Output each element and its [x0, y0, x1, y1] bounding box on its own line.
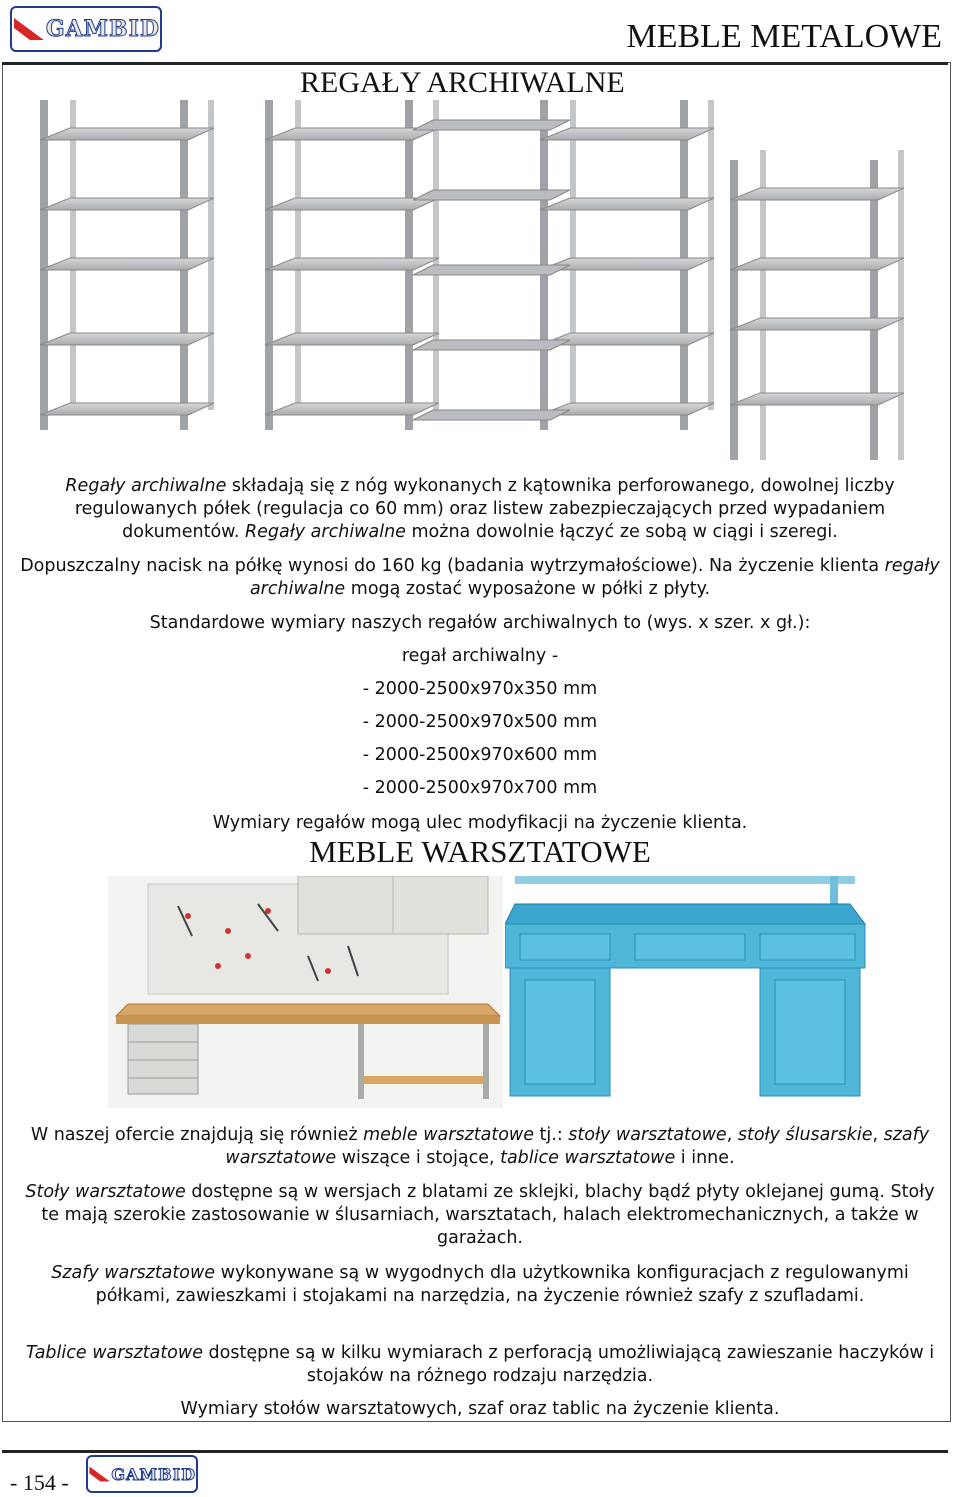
workshop-text: i inne. — [675, 1148, 735, 1168]
workshop-term: stoły ślusarskie — [737, 1125, 873, 1145]
workshop-term: Stoły warsztatowe — [25, 1182, 186, 1202]
header-rule — [2, 62, 948, 65]
workshop-note: Wymiary stołów warsztatowych, szaf oraz tablic na życzenie klienta. — [180, 1399, 780, 1419]
workshop-paragraph-2 — [20, 1181, 940, 1250]
archive-note: Wymiary regałów mogą ulec modyfikacji na życzenie klienta. — [212, 813, 748, 833]
workshop-text: tj.: — [533, 1125, 569, 1145]
workbench-image — [108, 876, 503, 1108]
workshop-term: szafy warsztatowe — [225, 1125, 930, 1168]
logo-text: GAMBID — [111, 1464, 196, 1484]
workshop-text: , — [872, 1125, 884, 1145]
workshop-desk-image — [505, 876, 870, 1108]
archive-text: składają się z nóg wykonanych z kątownika perforowanego, dowolnej liczby regulowanych półek (regulacja co 60 mm) oraz listew zabezpieczających przed wypadaniem dokumentów. — [74, 476, 895, 542]
company-logo — [10, 6, 162, 52]
workshop-text: dostępne są w kilku wymiarach z perforacją umożliwiającą zawieszanie haczyków i stojaków na różnego rodzaju narzędzia. — [202, 1343, 935, 1386]
footer-rule — [2, 1450, 948, 1453]
workshop-text: wiszące i stojące, — [336, 1148, 501, 1168]
dimension-item: - 2000-2500x970x500 mm — [362, 712, 598, 732]
archive-shelving-image — [30, 100, 935, 460]
logo-text: GAMBID — [45, 16, 160, 42]
workshop-paragraph-3 — [20, 1262, 940, 1308]
workshop-heading: MEBLE WARSZTATOWE — [309, 834, 651, 869]
section-title: MEBLE METALOWE — [626, 18, 942, 55]
workshop-term: Tablice warsztatowe — [25, 1343, 203, 1363]
footer-logo — [86, 1455, 198, 1493]
archive-heading: REGAŁY ARCHIWALNE — [300, 66, 625, 99]
archive-paragraph-2 — [20, 555, 940, 601]
workshop-term: stoły warsztatowe — [568, 1125, 727, 1145]
archive-text: mogą zostać wyposażone w półki z płyty. — [345, 579, 711, 599]
workshop-term: Szafy warsztatowe — [51, 1263, 216, 1283]
dimension-item: - 2000-2500x970x600 mm — [362, 745, 598, 765]
workshop-paragraph-1 — [20, 1124, 940, 1170]
archive-term: Regały archiwalne — [65, 476, 227, 496]
archive-paragraph-1 — [20, 475, 940, 544]
page-number: - 154 - — [10, 1470, 69, 1495]
workshop-text: dostępne są w wersjach z blatami ze sklejki, blachy bądź płyty oklejanej gumą. Stoły te mają szerokie zastosowanie w ślusarniach, warsztatach, halach elektromechanicznych, a także w garażach. — [41, 1182, 935, 1248]
archive-text: Dopuszczalny nacisk na półkę wynosi do 160 kg (badania wytrzymałościowe). Na życzenie klienta — [20, 556, 885, 576]
logo-mark-icon — [12, 16, 46, 42]
archive-term: regały archiwalne — [249, 556, 940, 599]
workshop-text: wykonywane są w wygodnych dla użytkownika konfiguracjach z regulowanymi półkami, zawieszkami i stojakami na narzędzia, na życzenie również szafy z szufladami. — [95, 1263, 909, 1306]
logo-mark-icon — [88, 1464, 111, 1484]
archive-text: można dowolnie łączyć ze sobą w ciągi i szeregi. — [405, 522, 838, 542]
dimension-item: - 2000-2500x970x350 mm — [362, 679, 598, 699]
dimension-item: - 2000-2500x970x700 mm — [362, 778, 598, 798]
workshop-term: meble warsztatowe — [363, 1125, 534, 1145]
archive-paragraph-3: Standardowe wymiary naszych regałów archiwalnych to (wys. x szer. x gł.): — [149, 613, 811, 633]
dimensions-title: regał archiwalny - — [401, 646, 559, 666]
workshop-text: W naszej ofercie znajdują się również — [30, 1125, 364, 1145]
workshop-text: , — [726, 1125, 738, 1145]
archive-term: Regały archiwalne — [244, 522, 406, 542]
workshop-term: tablice warsztatowe — [500, 1148, 676, 1168]
workshop-paragraph-4 — [20, 1342, 940, 1388]
